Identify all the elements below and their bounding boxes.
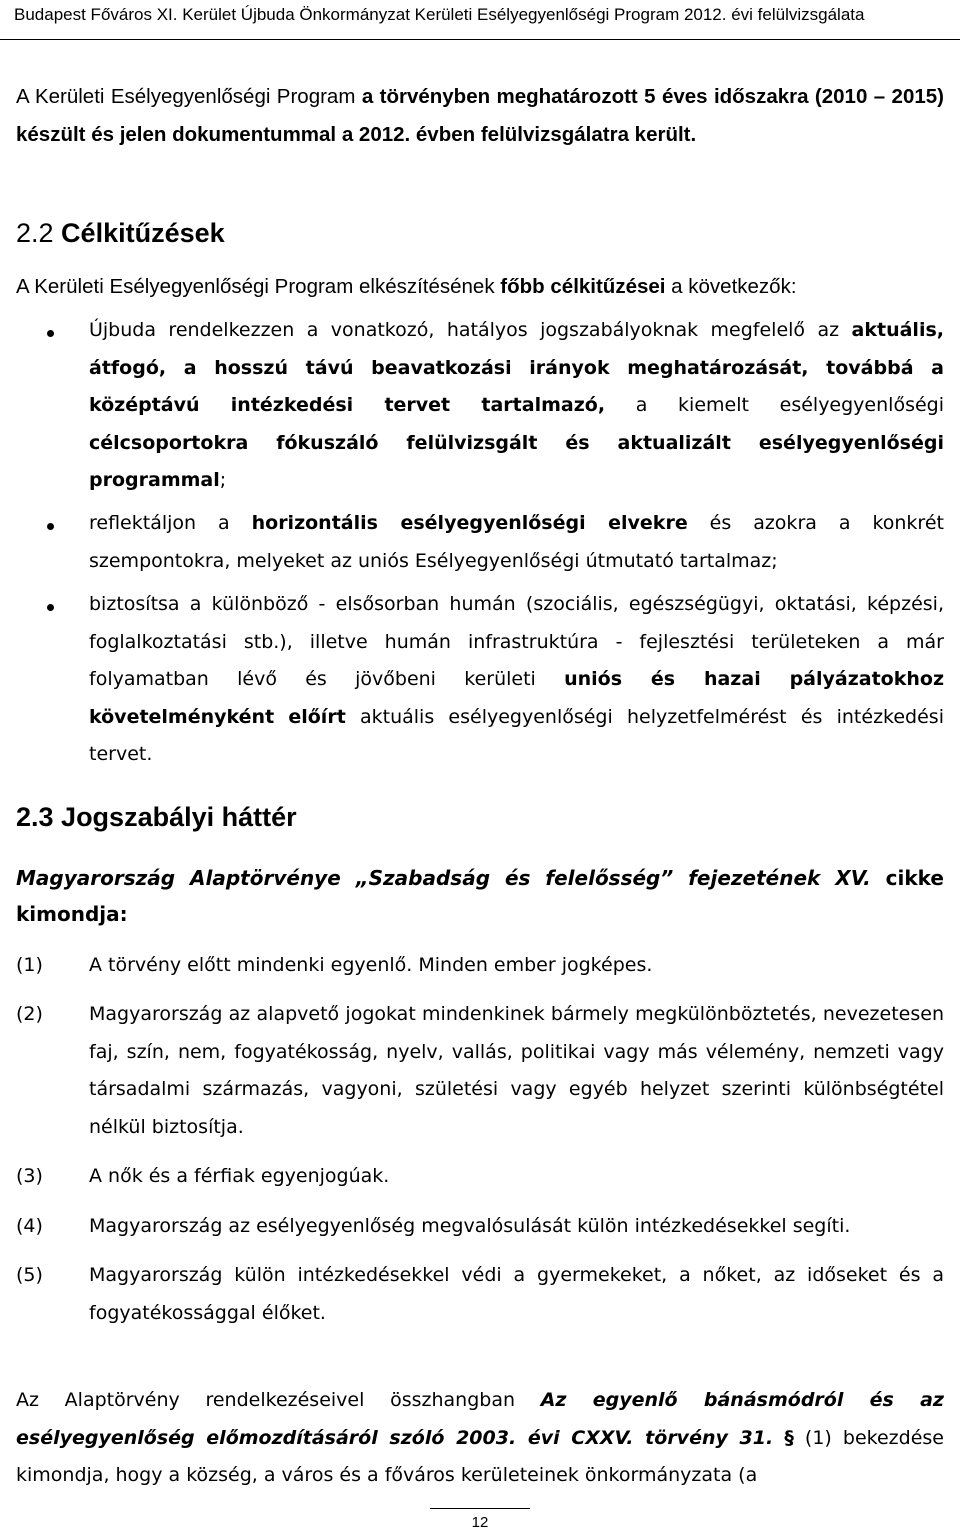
bullet-icon — [47, 330, 54, 337]
goal-2-text: reflektáljon a — [89, 512, 252, 534]
goal-3-tail: aktuális esélyegyenlőségi helyzetfelmérést és intézkedési tervet. — [89, 705, 944, 765]
intro-text-bold: a törvényben meghatározott 5 éves időszakra (2010 – 2015) készült és jelen dokumentummal a 2012. évben felülvizsgálatra került. — [16, 85, 944, 146]
goal-2-bold: horizontális esélyegyenlőségi elvekre — [251, 512, 688, 534]
goal-2-tail: és azokra a konkrét szempontokra, melyeket az uniós Esélyegyenlőségi útmutató tartalmaz; — [89, 512, 944, 572]
goal-1-text: Újbuda rendelkezzen a vonatkozó, hatályos jogszabályoknak megfelelő az — [89, 319, 852, 341]
article-label: (1) — [16, 954, 43, 976]
article-text: Magyarország az alapvető jogokat mindenkinek bármely megkülönböztetés, nevezetesen faj, szín, nem, fogyatékosság, nyelv, vallás, politikai vagy más vélemény, nemzeti vagy társadalmi származás, vagyoni, születési vagy egyéb helyzet szerinti különbségtétel nélkül biztosítja. — [89, 1003, 944, 1138]
page-header: Budapest Főváros XI. Kerület Újbuda Önkormányzat Kerületi Esélyegyenlőségi Program 2012. évi felülvizsgálata — [0, 0, 960, 40]
goals-lead — [16, 268, 944, 306]
section-number: 2.2 — [16, 218, 54, 248]
section-sign: § — [784, 1426, 794, 1449]
section-title: Célkitűzések — [53, 218, 225, 248]
goals-lead-bold: főbb célkitűzései — [500, 275, 666, 298]
constitution-lead-bold: cikke kimondja: — [16, 866, 944, 926]
goal-3-bold-3: előírt — [288, 705, 346, 728]
closing-paragraph — [16, 1382, 944, 1495]
intro-text-plain: A Kerületi Esélyegyenlőségi Program — [16, 85, 362, 108]
goals-lead-tail: a következők: — [665, 275, 797, 298]
article-text: A törvény előtt mindenki egyenlő. Minden ember jogképes. — [89, 954, 653, 976]
goal-item-3 — [89, 586, 944, 774]
article-text: Magyarország külön intézkedésekkel védi a gyermekeket, a nőket, az időseket és a fogyatékossággal élőket. — [89, 1264, 944, 1324]
goal-3-bold: uniós és hazai pályázatokhoz — [564, 668, 944, 690]
closing-text: Az Alaptörvény rendelkezéseivel összhangban — [16, 1389, 541, 1411]
page-number: 12 — [471, 1514, 489, 1531]
goal-item-1 — [89, 312, 944, 500]
article-text: Magyarország az esélyegyenlőség megvalósulását külön intézkedésekkel segíti. — [89, 1215, 851, 1237]
intro-paragraph — [16, 78, 944, 154]
constitution-lead-italic: Magyarország Alaptörvénye „Szabadság és felelősség” fejezetének XV. — [16, 866, 871, 890]
bullet-icon — [47, 604, 54, 611]
goal-1-tail: ; — [219, 469, 227, 491]
article-label: (3) — [16, 1165, 43, 1187]
article-label: (4) — [16, 1215, 43, 1237]
goal-3-bold-2: követelményként — [89, 705, 275, 728]
goal-1-bold-2: célcsoportokra fókuszáló felülvizsgált és aktualizált esélyegyenlőségi programmal — [89, 431, 944, 491]
bullet-icon — [47, 523, 54, 530]
article-label: (5) — [16, 1264, 43, 1286]
section-heading-2-2 — [16, 218, 225, 249]
closing-tail: (1) bekezdése kimondja, hogy a község, a város és a főváros kerületeinek önkormányzata (a — [16, 1426, 944, 1486]
section-heading-2-3 — [16, 802, 297, 833]
constitution-lead — [16, 860, 944, 932]
goal-1-text-2: a kiemelt esélyegyenlőségi — [605, 394, 944, 416]
closing-law-title: Az egyenlő bánásmódról és az esélyegyenlőség előmozdításáról szóló 2003. évi CXXV. törvény 31. — [16, 1389, 944, 1449]
goal-3-text: biztosítsa a különböző - elsősorban humán (szociális, egészségügyi, oktatási, képzési, foglalkoztatási stb.), illetve humán infrastruktúra - fejlesztési területeken a már folyamatban lévő és jövőbeni kerületi — [89, 593, 944, 690]
section-title: Jogszabályi háttér — [53, 802, 297, 832]
goal-item-2 — [89, 505, 944, 580]
closing-space — [773, 1427, 784, 1449]
section-number: 2.3 — [16, 802, 54, 832]
goal-1-bold: aktuális, átfogó, a hosszú távú beavatkozási irányok meghatározását, továbbá a középtávú intézkedési tervet tartalmazó, — [89, 319, 944, 416]
article-label: (2) — [16, 1003, 43, 1025]
footer-divider — [430, 1508, 530, 1509]
goals-lead-text: A Kerületi Esélyegyenlőségi Program elkészítésének — [16, 275, 501, 298]
article-text: A nők és a férfiak egyenjogúak. — [89, 1165, 390, 1187]
